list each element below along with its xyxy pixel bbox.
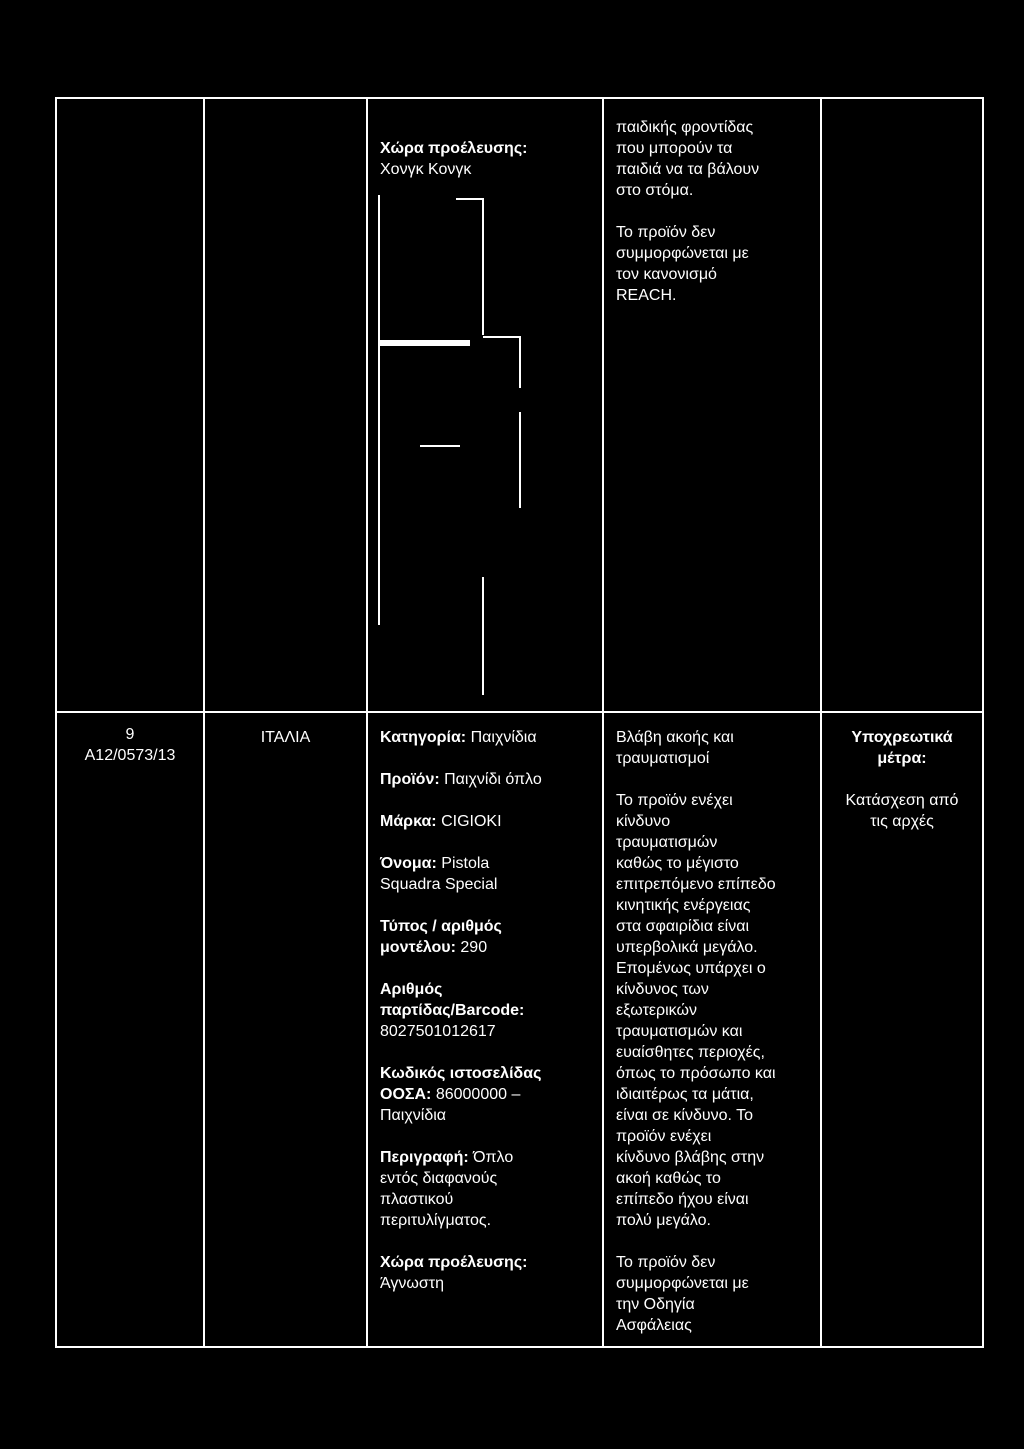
description-line: εντός διαφανούς: [380, 1170, 498, 1187]
name-value-cont: Squadra Special: [380, 876, 498, 893]
oecd-value-cont: Παιχνίδια: [380, 1107, 447, 1124]
risk-line: παιδικής φροντίδας: [616, 119, 754, 136]
risk-body-line: προϊόν ενέχει: [616, 1128, 712, 1145]
risk-footer: Ασφάλειας: [616, 1317, 692, 1334]
type-label: Τύπος / αριθμός: [380, 918, 502, 935]
risk-body-line: επίπεδο ήχου είναι: [616, 1191, 749, 1208]
risk-line: Το προϊόν δεν: [616, 224, 716, 241]
risk-body-line: τραυματισμών και: [616, 1023, 743, 1040]
risk-line: συμμορφώνεται με: [616, 245, 749, 262]
risk-cell: [616, 727, 818, 1336]
origin-label: Χώρα προέλευσης:: [380, 140, 528, 157]
risk-body-line: επιτρεπόμενο επίπεδο: [616, 876, 776, 893]
risk-body-line: κίνδυνο: [616, 813, 671, 830]
risk-body-line: Το προϊόν ενέχει: [616, 792, 733, 809]
risk-body-line: κίνδυνος των: [616, 981, 709, 998]
reference-number: A12/0573/13: [84, 747, 176, 764]
risk-body-line: Επομένως υπάρχει ο: [616, 960, 766, 977]
risk-footer: την Οδηγία: [616, 1296, 695, 1313]
origin-value: Χονγκ Κονγκ: [380, 161, 472, 178]
risk-body-line: κινητικής ενέργειας: [616, 897, 751, 914]
origin-label: Χώρα προέλευσης:: [380, 1254, 528, 1271]
description-value: Όπλο: [473, 1149, 514, 1166]
oecd-label-cont: ΟΟΣΑ:: [380, 1086, 432, 1103]
risk-title: τραυματισμοί: [616, 750, 710, 767]
row-number-cell: [57, 724, 203, 766]
description-label: Περιγραφή:: [380, 1149, 469, 1166]
risk-body-line: πολύ μεγάλο.: [616, 1212, 711, 1229]
risk-line: στο στόμα.: [616, 182, 694, 199]
oecd-label: Κωδικός ιστοσελίδας: [380, 1065, 542, 1082]
description-line: πλαστικού: [380, 1191, 454, 1208]
batch-label: Αριθμός: [380, 981, 443, 998]
name-value: Pistola: [441, 855, 490, 872]
top-row-risk-cell: [616, 117, 816, 306]
row-number: 9: [125, 726, 135, 743]
type-label-cont: μοντέλου:: [380, 939, 456, 956]
risk-line: που μπορούν τα: [616, 140, 733, 157]
batch-value: 8027501012617: [380, 1023, 496, 1040]
brand-value: CIGIOKI: [441, 813, 502, 830]
risk-body-line: ακοή καθώς το: [616, 1170, 721, 1187]
risk-line: τον κανονισμό: [616, 266, 717, 283]
oecd-value: 86000000 –: [435, 1086, 521, 1103]
origin-value: Άγνωστη: [380, 1275, 444, 1292]
risk-title: Βλάβη ακοής και: [616, 729, 734, 746]
measures-label: Υποχρεωτικά: [851, 729, 953, 746]
risk-line: REACH.: [616, 287, 677, 304]
category-label: Κατηγορία:: [380, 729, 467, 746]
batch-label-cont: παρτίδας/Barcode:: [380, 1002, 525, 1019]
measures-label-cont: μέτρα:: [877, 750, 927, 767]
col-border-3: [602, 97, 604, 1348]
col-border-0: [55, 97, 57, 1348]
risk-body-line: υπερβολικά μεγάλο.: [616, 939, 758, 956]
col-border-2: [366, 97, 368, 1348]
type-value: 290: [460, 939, 488, 956]
risk-body-line: ευαίσθητες περιοχές,: [616, 1044, 765, 1061]
col-border-4: [820, 97, 822, 1348]
product-details-cell: [380, 727, 600, 1294]
product-value: Παιχνίδι όπλο: [444, 771, 542, 788]
risk-body-line: κίνδυνο βλάβης στην: [616, 1149, 765, 1166]
country: ΙΤΑΛΙΑ: [260, 729, 311, 746]
risk-body-line: όπως το πρόσωπο και: [616, 1065, 776, 1082]
risk-body-line: ιδιαιτέρως τα μάτια,: [616, 1086, 754, 1103]
measures-cell: [822, 727, 982, 832]
name-label: Όνομα:: [380, 855, 437, 872]
col-border-1: [203, 97, 205, 1348]
top-row-product-cell: [380, 138, 595, 180]
country-cell: [205, 727, 366, 748]
risk-footer: Το προϊόν δεν: [616, 1254, 716, 1271]
measures-value: Κατάσχεση από: [845, 792, 959, 809]
risk-line: παιδιά να τα βάλουν: [616, 161, 760, 178]
risk-body-line: στα σφαιρίδια είναι: [616, 918, 750, 935]
row-divider: [55, 711, 984, 713]
product-image: [376, 195, 526, 695]
product-label: Προϊόν:: [380, 771, 440, 788]
table-bottom-border: [55, 1346, 984, 1348]
risk-body-line: εξωτερικών: [616, 1002, 697, 1019]
description-line: περιτυλίγματος.: [380, 1212, 492, 1229]
risk-body-line: τραυματισμών: [616, 834, 718, 851]
brand-label: Μάρκα:: [380, 813, 437, 830]
risk-body-line: καθώς το μέγιστο: [616, 855, 739, 872]
risk-footer: συμμορφώνεται με: [616, 1275, 749, 1292]
category-value: Παιχνίδια: [470, 729, 537, 746]
col-border-5: [982, 97, 984, 1348]
table-top-border: [55, 97, 984, 99]
measures-value-cont: τις αρχές: [870, 813, 934, 830]
risk-body-line: είναι σε κίνδυνο. Το: [616, 1107, 754, 1124]
